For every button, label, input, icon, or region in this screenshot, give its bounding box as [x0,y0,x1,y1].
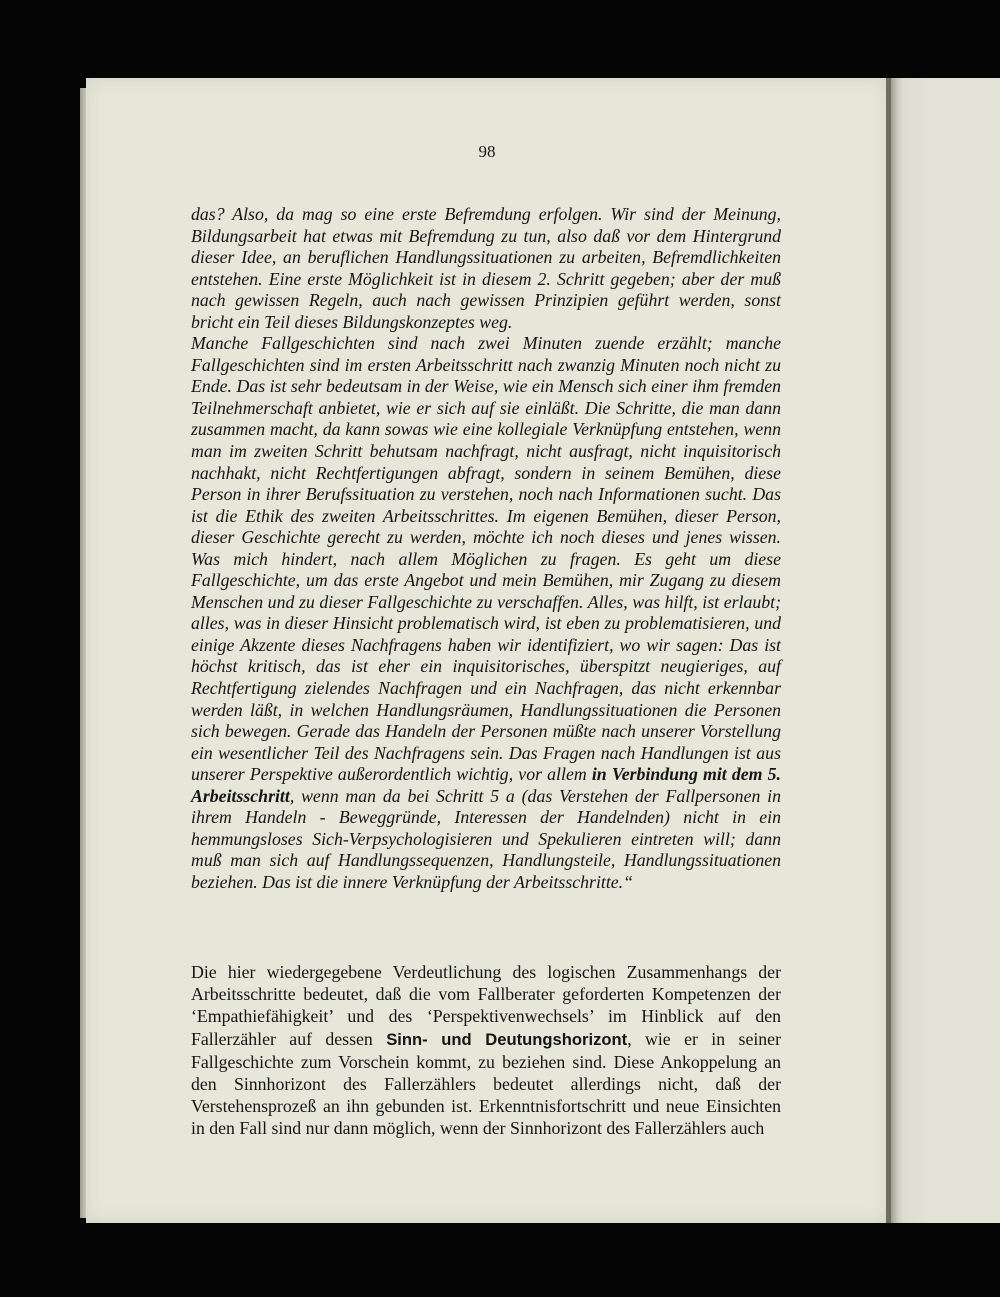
book-page [86,78,888,1223]
quote-emphasis: in Verbindung mit dem 5. Arbeitsschritt [191,764,781,806]
body-paragraph [191,961,781,1140]
page-number: 98 [478,142,496,161]
quote-text-a: Manche Fallgeschichten sind nach zwei Minuten zuende erzählt; manche Fallgeschichten sind im ersten Arbeitsschritt nach zwanzig Minuten noch nicht zu Ende. Das ist sehr bedeutsam in der Weise, wie ein Mensch sich einer ihm fremden Teilnehmerschaft anbietet, wie er sich auf sie einläßt. Die Schritte, die man dann zusammen macht, da kann sowas wie eine kollegiale Verknüpfung entstehen, wenn man im zweiten Schritt behutsam nachfragt, nicht ausfragt, nicht inquisitorisch nachhakt, nicht Rechtfertigungen abfragt, sondern in seinem Bemühen, diese Person in ihrer Berufssituation zu verstehen, noch nach Informationen sucht. Das ist die Ethik des zweiten Arbeitsschrittes. Im eigenen Bemühen, dieser Person, dieser Geschichte gerecht zu werden, möchte ich noch dieses und jenes wissen. Was mich hindert, nach allem Möglichen zu fragen. Es geht um diese Fallgeschichte, um das erste Angebot und mein Bemühen, mir Zugang zu diesem Menschen und zu dieser Fallgeschichte zu verschaffen. Alles, was hilft, ist erlaubt; alles, was in dieser Hinsicht problematisch wird, ist eben zu problematisieren, und einige Akzente dieses Nachfragens haben wir identifiziert, wo wir sagen: Das ist höchst kritisch, das ist eher ein inquisitorisches, überspitzt neugieriges, auf Rechtfertigung zielendes Nachfragen und ein Nachfragen, das nicht erkennbar werden läßt, in welchen Handlungsräumen, Handlungssituationen die Personen sich bewegen. Gerade das Handeln der Personen müßte nach unserer Vorstellung ein wesentlicher Teil des Nachfragens sein. Das Fragen nach Handlungen ist aus unserer Perspektive außerordentlich wichtig, vor allem [191,333,781,785]
facing-page [889,78,1000,1223]
quote-paragraph-1: das? Also, da mag so eine erste Befremdung erfolgen. Wir sind der Meinung, Bildungsarbeit hat etwas mit Befremdung zu tun, also daß vor dem Hintergrund dieser Idee, an beruflichen Handlungssituationen zu arbeiten, Befremdlichkeiten entstehen. Eine erste Möglichkeit ist in diesem 2. Schritt gegeben; aber der muß nach gewissen Regeln, auch nach gewissen Prinzipien geführt werden, sonst bricht ein Teil dieses Bildungskonzeptes weg. [191,204,781,332]
body-text-a: Die hier wiedergegebene Verdeutlichung des logischen Zusammenhangs der Arbeitsschritte bedeutet, daß die vom Fallberater geforderten Kompetenzen der ‘Empathiefähigkeit’ und des ‘Perspektivenwechsels’ im Hinblick auf den Fallerzähler auf dessen [191,962,781,1049]
quoted-passage [191,204,781,894]
page-gutter [886,78,891,1223]
body-paragraph-text [191,961,781,1140]
quote-paragraph-2 [191,333,781,893]
body-text-b: , wie er in seiner Fallgeschichte zum Vorschein kommt, zu beziehen sind. Diese Ankoppelung an den Sinnhorizont des Fallerzählers bedeutet allerdings nicht, daß der Verstehensprozeß an ihn gebunden ist. Erkenntnisfortschritt und neue Einsichten in den Fall sind nur dann möglich, wenn der Sinnhorizont des Fallerzählers auch [191,1028,781,1139]
body-emphasis: Sinn- und Deutungshorizont [386,1029,628,1049]
quote-text-b: , wenn man da bei Schritt 5 a (das Verstehen der Fallpersonen in ihrem Handeln - Beweggründe, Interessen der Handelnden) nicht in ein hemmungsloses Sich-Verpsychologisieren und Spekulieren eintreten will; dann muß man sich auf Handlungssequenzen, Handlungsteile, Handlungssituationen beziehen. Das ist die innere Verknüpfung der Arbeitsschritte.“ [191,785,781,892]
